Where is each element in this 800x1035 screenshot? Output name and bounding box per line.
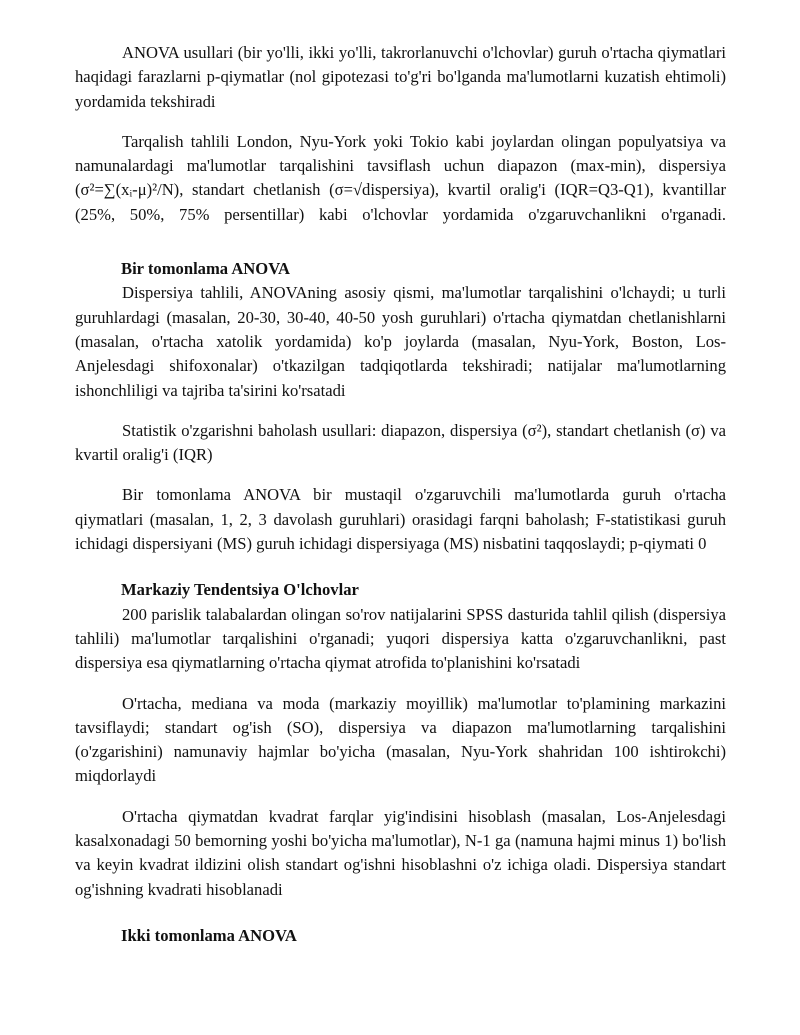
paragraph-variation-methods: Statistik o'zgarishni baholash usullari: diapazon, dispersiya (σ²), standart chetlanish (σ) va kvartil oralig'i (IQR)	[75, 420, 726, 465]
heading-two-way-anova: Ikki tomonlama ANOVA	[121, 925, 297, 945]
heading-one-way-anova: Bir tomonlama ANOVA	[121, 259, 291, 279]
paragraph-spss-survey: 200 parislik talabalardan olingan so'rov natijalarini SPSS dasturida tahlil qilish (dispersiya tahlili) ma'lumotlar tarqalishini o'rganadi; yuqori dispersiya katta o'zgaruvchanlikni, past dispersiya esa qiymatlarning o'rtacha qiymat atrofida to'planishini ko'rsatadi	[75, 604, 726, 673]
paragraph-mean-median-mode: O'rtacha, mediana va moda (markaziy moyillik) ma'lumotlar to'plamining markazini tavsiflaydi; standart og'ish (SO), dispersiya va diapazon ma'lumotlarning tarqalishini (o'zgarishini) namunaviy hajmlar bo'yicha (masalan, Nyu-York shahridan 100 ishtirokchi) miqdorlaydi	[75, 693, 726, 786]
paragraph-dispersion-analysis: Tarqalish tahlili London, Nyu-York yoki Tokio kabi joylardan olingan populyatsiya va namunalardagi ma'lumotlar tarqalishini tavsiflash uchun diapazon (max-min), dispersiya (σ²=∑(xᵢ-μ)²/N), standart chetlanish (σ=√dispersiya), kvartil oralig'i (IQR=Q3-Q1), kvantillar (25%, 50%, 75% persentillar) kabi o'lchovlar yordamida o'zgaruvchanlikni o'rganadi.	[75, 131, 726, 224]
heading-central-tendency: Markaziy Tendentsiya O'lchovlar	[121, 580, 359, 600]
paragraph-standard-deviation-calc: O'rtacha qiymatdan kvadrat farqlar yig'indisini hisoblash (masalan, Los-Anjelesdagi kasalxonadagi 50 bemorning yoshi bo'yicha ma'lumotlar), N-1 ga (namuna hajmi minus 1) bo'lish va keyin kvadrat ildizini olish standart og'ishni hisoblashni o'z ichiga oladi. Dispersiya standart og'ishning kvadrati hisoblanadi	[75, 806, 726, 899]
paragraph-variance-analysis: Dispersiya tahlili, ANOVAning asosiy qismi, ma'lumotlar tarqalishini o'lchaydi; u turli guruhlardagi (masalan, 20-30, 30-40, 40-50 yosh guruhlari) o'rtacha qiymatdan chetlanishlarni (masalan, o'rtacha xatolik yordamida) ko'p joylarda (masalan, Nyu-York, Boston, Los-Anjelesdagi shifoxonalar) o'tkazilgan tadqiqotlarda tekshiradi; natijalar ma'lumotlarning ishonchliligi va tajriba ta'sirini ko'rsatadi	[75, 283, 726, 400]
paragraph-one-way-anova-description: Bir tomonlama ANOVA bir mustaqil o'zgaruvchili ma'lumotlarda guruh o'rtacha qiymatlari (masalan, 1, 2, 3 davolash guruhlari) orasidagi farqni baholash; F-statistikasi guruh ichidagi dispersiyani (MS) guruh ichidagi dispersiyaga (MS) nisbatini taqqoslaydi; p-qiymati 0	[75, 485, 726, 554]
paragraph-anova-methods: ANOVA usullari (bir yo'lli, ikki yo'lli, takrorlanuvchi o'lchovlar) guruh o'rtacha qiymatlari haqidagi farazlarni p-qiymatlar (nol gipotezasi to'g'ri bo'lganda ma'lumotlarni kuzatish ehtimoli) yordamida tekshiradi	[75, 43, 726, 111]
